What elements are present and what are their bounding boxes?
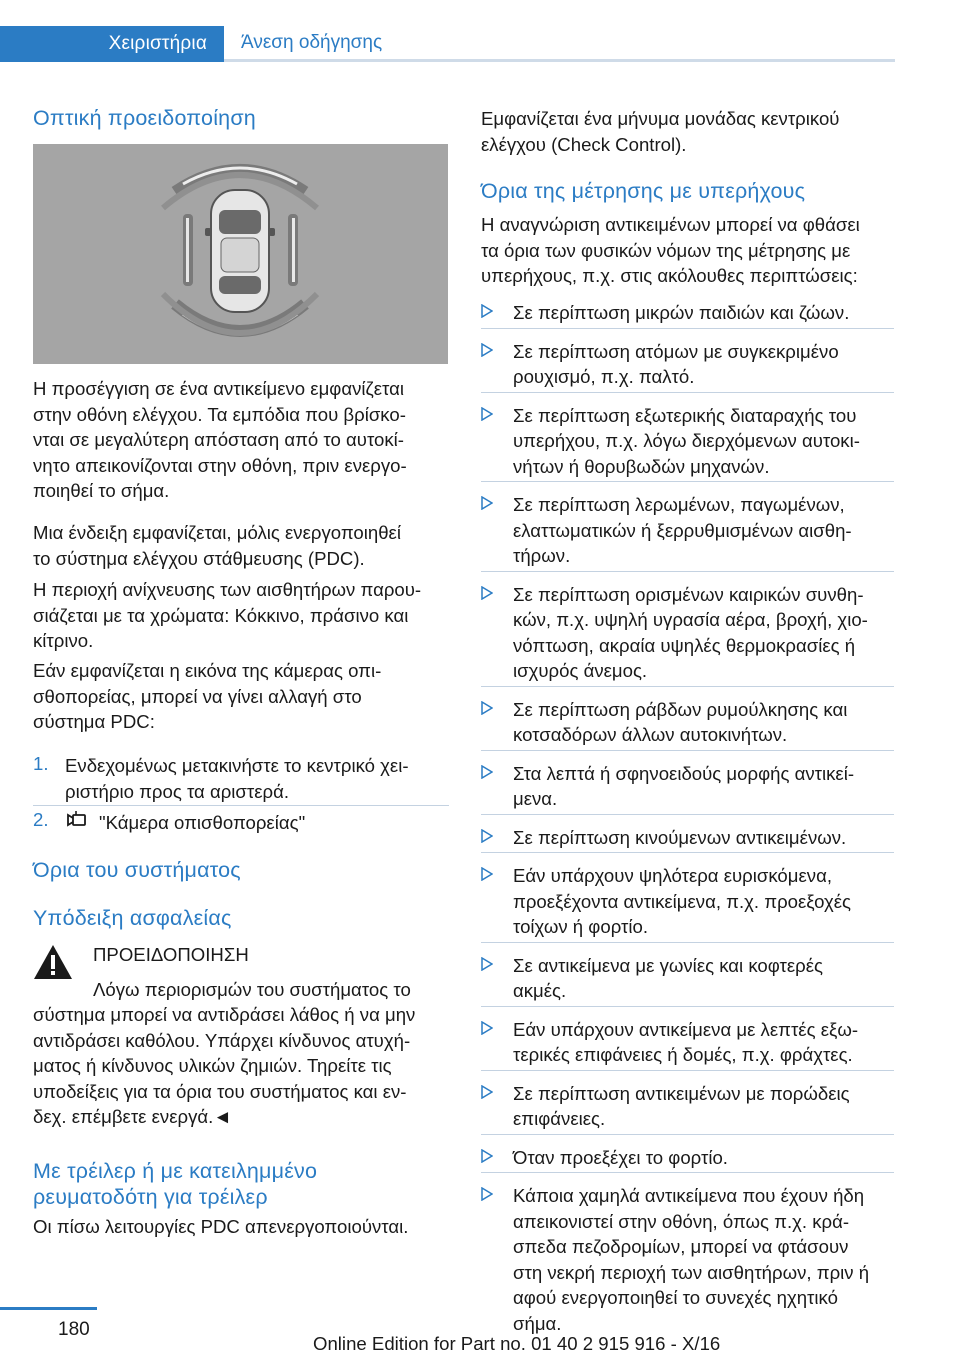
- text-line: Σε περίπτωση λερωμένων, παγωμένων,: [513, 494, 845, 515]
- bullet-item: [513, 953, 908, 1004]
- text-line: υπερήχου, π.χ. λόγω διερχόμενων αυτοκι‐: [513, 430, 860, 451]
- step-text: [65, 753, 450, 804]
- bullet-item: [513, 761, 908, 812]
- text-line: τήρων.: [513, 545, 571, 566]
- pdc-car-illustration: [33, 144, 448, 364]
- bullet-item: [513, 492, 908, 569]
- heading-line: ρευματοδότη για τρέιλερ: [33, 1185, 268, 1209]
- bullet-item: [513, 403, 908, 480]
- divider: [481, 942, 894, 943]
- triangle-bullet-icon: [481, 701, 493, 718]
- bullet-item: [513, 697, 908, 748]
- triangle-bullet-icon: [481, 957, 493, 974]
- para-camera: [33, 658, 453, 735]
- para-trailer: Οι πίσω λειτουργίες PDC απενεργοποιούνται.: [33, 1216, 409, 1237]
- bullet-item: [513, 1145, 908, 1171]
- step-number: 1.: [33, 753, 49, 774]
- text-line: ελαττωματικών ή ξερρυθμισμένων αισθη‐: [513, 519, 852, 541]
- text-line: Εάν εμφανίζεται η εικόνα της κάμερας οπι‐: [33, 660, 382, 681]
- para-approach: [33, 376, 453, 504]
- page-number: 180: [58, 1319, 90, 1340]
- divider: [481, 1006, 894, 1007]
- heading-line: Με τρέιλερ ή με κατειλημμένο: [33, 1159, 318, 1183]
- divider: [481, 686, 894, 687]
- text-line: Μια ένδειξη εμφανίζεται, μόλις ενεργοποιηθεί: [33, 522, 401, 543]
- triangle-bullet-icon: [481, 343, 493, 360]
- divider: [481, 750, 894, 751]
- text-line: Σε περίπτωση ατόμων με συγκεκριμένο: [513, 340, 839, 362]
- text-line: το σύστημα ελέγχου στάθμευσης (PDC).: [33, 547, 365, 569]
- text-line: κίτρινο.: [33, 630, 94, 651]
- text-line: Εμφανίζεται ένα μήνυμα μονάδας κεντρικού: [481, 108, 840, 129]
- bullet-item: [513, 1081, 908, 1132]
- text-line: κών, π.χ. υψηλή υγρασία αέρα, βροχή, χιο‐: [513, 609, 868, 630]
- text-line: Κάποια χαμηλά αντικείμενα που έχουν ήδη: [513, 1185, 865, 1206]
- text-line: Η αναγνώριση αντικειμένων μπορεί να φθάσει: [481, 214, 860, 235]
- text-line: υποδείξεις για τα όρια του συστήματος και εν‐: [33, 1080, 407, 1102]
- text-line: νήτων ή θορυβωδών μηχανών.: [513, 455, 770, 477]
- para-ultrasound: [481, 212, 901, 289]
- text-line: υπερήχους, π.χ. στις ακόλουθες περιπτώσεις:: [481, 265, 858, 286]
- para-check-control: [481, 106, 901, 157]
- text-line: ακμές.: [513, 980, 567, 1001]
- text-line: τα όρια των φυσικών νόμων της μέτρησης με: [481, 239, 851, 261]
- divider: [481, 481, 894, 482]
- triangle-bullet-icon: [481, 407, 493, 424]
- text-line: δεχ. επέμβετε ενεργά.◄: [33, 1106, 232, 1127]
- triangle-bullet-icon: [481, 586, 493, 603]
- divider: [481, 814, 894, 815]
- heading-safety-note: Υπόδειξη ασφαλείας: [33, 906, 232, 930]
- text-line: αφού ενεργοποιηθεί το συνεχές ηχητικό: [513, 1287, 838, 1308]
- text-line: ισχυρός άνεμος.: [513, 660, 648, 681]
- divider: [481, 852, 894, 853]
- text-line: Ενδεχομένως μετακινήστε το κεντρικό χει‐: [65, 755, 409, 776]
- bullet-item: [513, 582, 908, 684]
- text-line: "Κάμερα οπισθοπορείας": [99, 811, 306, 833]
- text-line: Σε περίπτωση ράβδων ρυμούλκησης και: [513, 698, 848, 720]
- text-line: σύστημα PDC:: [33, 711, 155, 732]
- edition-footer: Online Edition for Part no. 01 40 2 915 916 - X/16: [313, 1333, 721, 1354]
- divider: [481, 1172, 894, 1173]
- text-line: Η περιοχή ανίχνευσης των αισθητήρων παρου‐: [33, 579, 422, 600]
- text-line: Όταν προεξέχει το φορτίο.: [513, 1146, 728, 1168]
- para-detection-colors: [33, 577, 453, 654]
- triangle-bullet-icon: [481, 765, 493, 782]
- triangle-bullet-icon: [481, 1021, 493, 1038]
- text-line: ρουχισμό, π.χ. παλτό.: [513, 366, 695, 387]
- text-line: νται σε μεγαλύτερη απόσταση από το αυτοκί‐: [33, 429, 404, 450]
- warning-text: [33, 1002, 457, 1130]
- para-indicator: [33, 520, 453, 571]
- triangle-bullet-icon: [481, 1187, 493, 1204]
- divider: [481, 571, 894, 572]
- tab-driving-comfort[interactable]: Άνεση οδήγησης: [224, 26, 895, 62]
- text-line: Σε περίπτωση μικρών παιδιών και ζώων.: [513, 302, 850, 323]
- text-line: στη νεκρή περιοχή των αισθητήρων, πριν ή: [513, 1261, 870, 1283]
- footer-rule: [0, 1307, 97, 1310]
- text-line: Σε περίπτωση αντικειμένων με πορώδεις: [513, 1082, 850, 1104]
- divider: [481, 328, 894, 329]
- text-line: μενα.: [513, 788, 558, 809]
- triangle-bullet-icon: [481, 829, 493, 846]
- text-line: Εάν υπάρχουν ψηλότερα ευρισκόμενα,: [513, 865, 832, 886]
- divider: [481, 1070, 894, 1071]
- text-line: απεικονιστεί στην οθόνη, όπως π.χ. κρά‐: [513, 1210, 850, 1232]
- header-tabs: [0, 26, 895, 62]
- heading-system-limits: Όρια του συστήματος: [33, 858, 241, 882]
- text-line: προεξέχοντα αντικείμενα, π.χ. προεξοχές: [513, 890, 851, 912]
- text-line: Η προσέγγιση σε ένα αντικείμενο εμφανίζεται: [33, 378, 404, 399]
- text-line: ποιηθεί το σήμα.: [33, 480, 170, 501]
- text-line: επιφάνειες.: [513, 1108, 606, 1129]
- text-line: νητο απεικονίζονται στην οθόνη, πριν ενεργο‐: [33, 454, 407, 476]
- heading-visual-warning: Οπτική προειδοποίηση: [33, 106, 256, 130]
- warning-first-line: Λόγω περιορισμών του συστήματος το: [93, 979, 411, 1000]
- text-line: σιάζεται με τα χρώματα: Κόκκινο, πράσινο και: [33, 604, 409, 626]
- text-line: ριστήριο προς τα αριστερά.: [65, 780, 290, 802]
- bullet-item: [513, 1017, 908, 1068]
- text-line: τερικές επιφάνειες ή δομές, π.χ. φράχτες.: [513, 1044, 853, 1065]
- bullet-item: [513, 1183, 908, 1336]
- text-line: νόπτωση, ακραία υψηλές θερμοκρασίες ή: [513, 634, 856, 656]
- divider: [481, 1134, 894, 1135]
- divider: [33, 805, 449, 806]
- text-line: Σε περίπτωση κινούμενων αντικειμένων.: [513, 826, 847, 848]
- text-line: τοίχων ή φορτίο.: [513, 916, 648, 937]
- tab-divider: [224, 30, 225, 58]
- triangle-bullet-icon: [481, 1149, 493, 1166]
- tab-controls[interactable]: Χειριστήρια: [0, 26, 224, 62]
- steps-list: [33, 750, 449, 840]
- text-line: σύστημα μπορεί να αντιδράσει λάθος ή να μην: [33, 1004, 416, 1025]
- heading-ultrasound-limits: Όρια της μέτρησης με υπερήχους: [481, 179, 806, 203]
- text-line: ελέγχου (Check Control).: [481, 133, 687, 155]
- triangle-bullet-icon: [481, 1085, 493, 1102]
- pdc-display-figure: [33, 144, 448, 364]
- heading-trailer: [33, 1158, 317, 1210]
- step-number: 2.: [33, 809, 49, 830]
- bullet-item: [513, 300, 908, 326]
- bullet-item: [513, 825, 908, 851]
- text-line: ματος ή κίνδυνος υλικών ζημιών. Τηρείτε τις: [33, 1055, 392, 1076]
- triangle-bullet-icon: [481, 496, 493, 513]
- camera-icon: [65, 809, 91, 836]
- warning-triangle-icon: [33, 944, 73, 980]
- text-line: αντιδράσει καθόλου. Υπάρχει κίνδυνος ατυχή‐: [33, 1029, 411, 1051]
- bullet-list: [481, 296, 901, 1334]
- text-line: Σε αντικείμενα με γωνίες και κοφτερές: [513, 954, 824, 976]
- triangle-bullet-icon: [481, 867, 493, 884]
- step-text: [65, 809, 450, 836]
- text-line: σθοπορείας, μπορεί να γίνει αλλαγή στο: [33, 685, 362, 707]
- divider: [481, 392, 894, 393]
- bullet-item: [513, 339, 908, 390]
- text-line: Στα λεπτά ή σφηνοειδούς μορφής αντικεί‐: [513, 762, 855, 784]
- text-line: κοτσαδόρων άλλων αυτοκινήτων.: [513, 724, 788, 745]
- text-line: Σε περίπτωση εξωτερικής διαταραχής του: [513, 404, 857, 426]
- bullet-item: [513, 863, 908, 940]
- text-line: Εάν υπάρχουν αντικείμενα με λεπτές εξω‐: [513, 1018, 859, 1040]
- text-line: στην οθόνη ελέγχου. Τα εμπόδια που βρίσκο‐: [33, 403, 406, 425]
- text-line: σήμα.: [513, 1312, 562, 1334]
- triangle-bullet-icon: [481, 304, 493, 321]
- text-line: σπεδα πεζοδρομίων, μπορεί να φτάσουν: [513, 1236, 849, 1257]
- text-line: Σε περίπτωση ορισμένων καιρικών συνθη‐: [513, 583, 864, 605]
- warning-title: ΠΡΟΕΙΔΟΠΟΙΗΣΗ: [93, 944, 249, 965]
